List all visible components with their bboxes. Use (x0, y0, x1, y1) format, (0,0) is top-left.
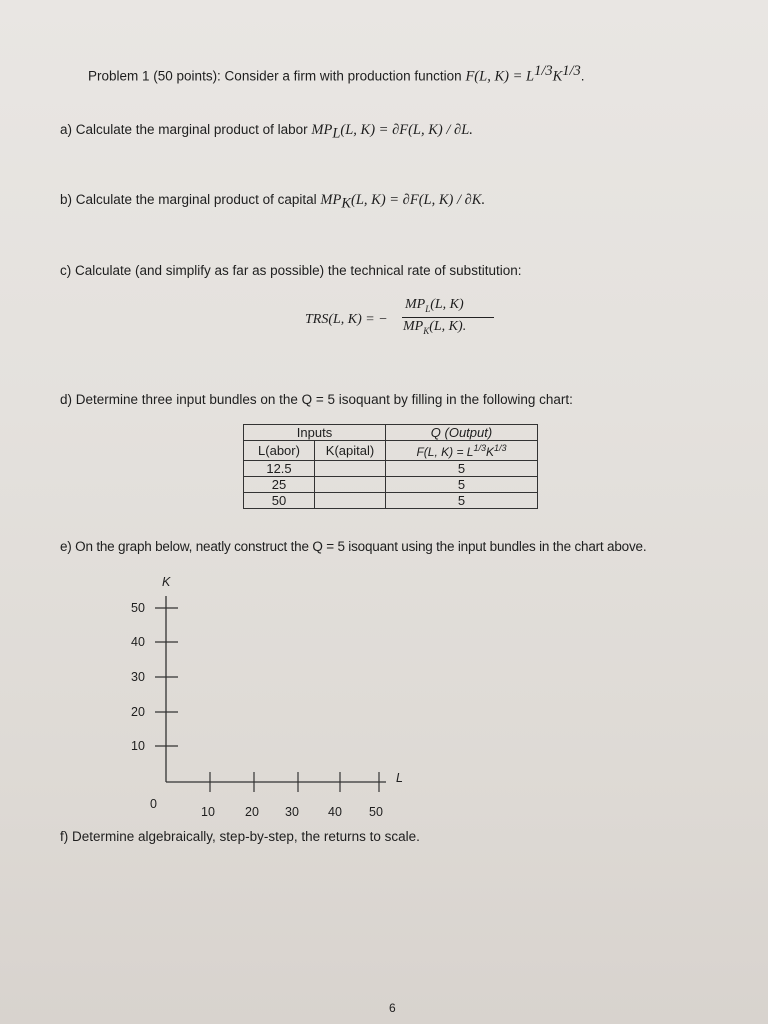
question-b-text: b) Calculate the marginal product of capital (60, 192, 321, 207)
mpl-expression: (L, K) = ∂F(L, K) / ∂L. (340, 122, 473, 138)
heading-period: . (580, 68, 585, 84)
question-f (60, 829, 420, 844)
cell-output: 5 (386, 493, 538, 509)
y-tick-label: 50 (131, 601, 145, 615)
x-tick-label: 40 (328, 805, 342, 819)
y-tick-label: 10 (131, 739, 145, 753)
question-f-text: f) Determine algebraically, step-by-step, the returns to scale. (60, 829, 420, 844)
y-tick-label: 40 (131, 635, 145, 649)
header-exp2: 1/3 (494, 443, 507, 453)
num-sub: L (425, 303, 431, 314)
cell-output: 5 (386, 461, 538, 477)
x-tick-label: 20 (245, 805, 259, 819)
problem-title: Problem 1 (50 points): Consider a firm with production function (88, 68, 462, 84)
production-function: F(L, K) = L (465, 68, 535, 85)
trs-lhs: TRS(L, K) = − (305, 312, 388, 327)
page-number: 6 (389, 1001, 396, 1015)
den-sub: K (423, 325, 430, 336)
mpk-expression: (L, K) = ∂F(L, K) / ∂K. (351, 192, 486, 208)
den-tail: . (462, 319, 467, 334)
mpl-subscript: L (332, 125, 341, 142)
exponent-labor: 1/3 (534, 63, 553, 79)
num-mp: MP (405, 297, 426, 312)
x-tick-label: 10 (201, 805, 215, 819)
x-tick-label: 50 (369, 805, 383, 819)
y-tick-label: 30 (131, 670, 145, 684)
mpk-symbol: MP (320, 192, 342, 208)
question-c-text: c) Calculate (and simplify as far as possible) the technical rate of substitution: (60, 263, 522, 278)
header-output: Q (Output) (386, 425, 538, 441)
y-axis-label: K (162, 575, 171, 589)
question-a-text: a) Calculate the marginal product of labor (60, 122, 312, 137)
x-axis-label: L (396, 771, 403, 785)
header-exp1: 1/3 (473, 443, 486, 453)
cell-labor: 25 (244, 477, 315, 493)
header-labor: L(abor) (244, 441, 315, 461)
question-e-text: e) On the graph below, neatly construct the Q = 5 isoquant using the input bundles in the chart above. (60, 539, 647, 554)
den-mp: MP (403, 319, 424, 334)
header-func-text: F(L, K) = L (416, 445, 474, 459)
mpk-subscript: K (341, 195, 351, 212)
header-k: K (486, 445, 495, 459)
cell-labor: 12.5 (244, 461, 315, 477)
header-capital: K(apital) (315, 441, 386, 461)
question-d-text: d) Determine three input bundles on the Q = 5 isoquant by filling in the following chart: (60, 392, 573, 407)
cell-output: 5 (386, 477, 538, 493)
y-tick-label: 20 (131, 705, 145, 719)
cell-labor: 50 (244, 493, 315, 509)
capital-symbol: K (552, 68, 563, 85)
mpl-symbol: MP (311, 122, 333, 138)
x-tick-label: 30 (285, 805, 299, 819)
exponent-capital: 1/3 (562, 63, 581, 79)
origin-label: 0 (150, 797, 157, 811)
num-rest: (L, K) (430, 297, 464, 312)
header-inputs: Inputs (244, 425, 386, 441)
den-rest: (L, K) (429, 319, 463, 334)
